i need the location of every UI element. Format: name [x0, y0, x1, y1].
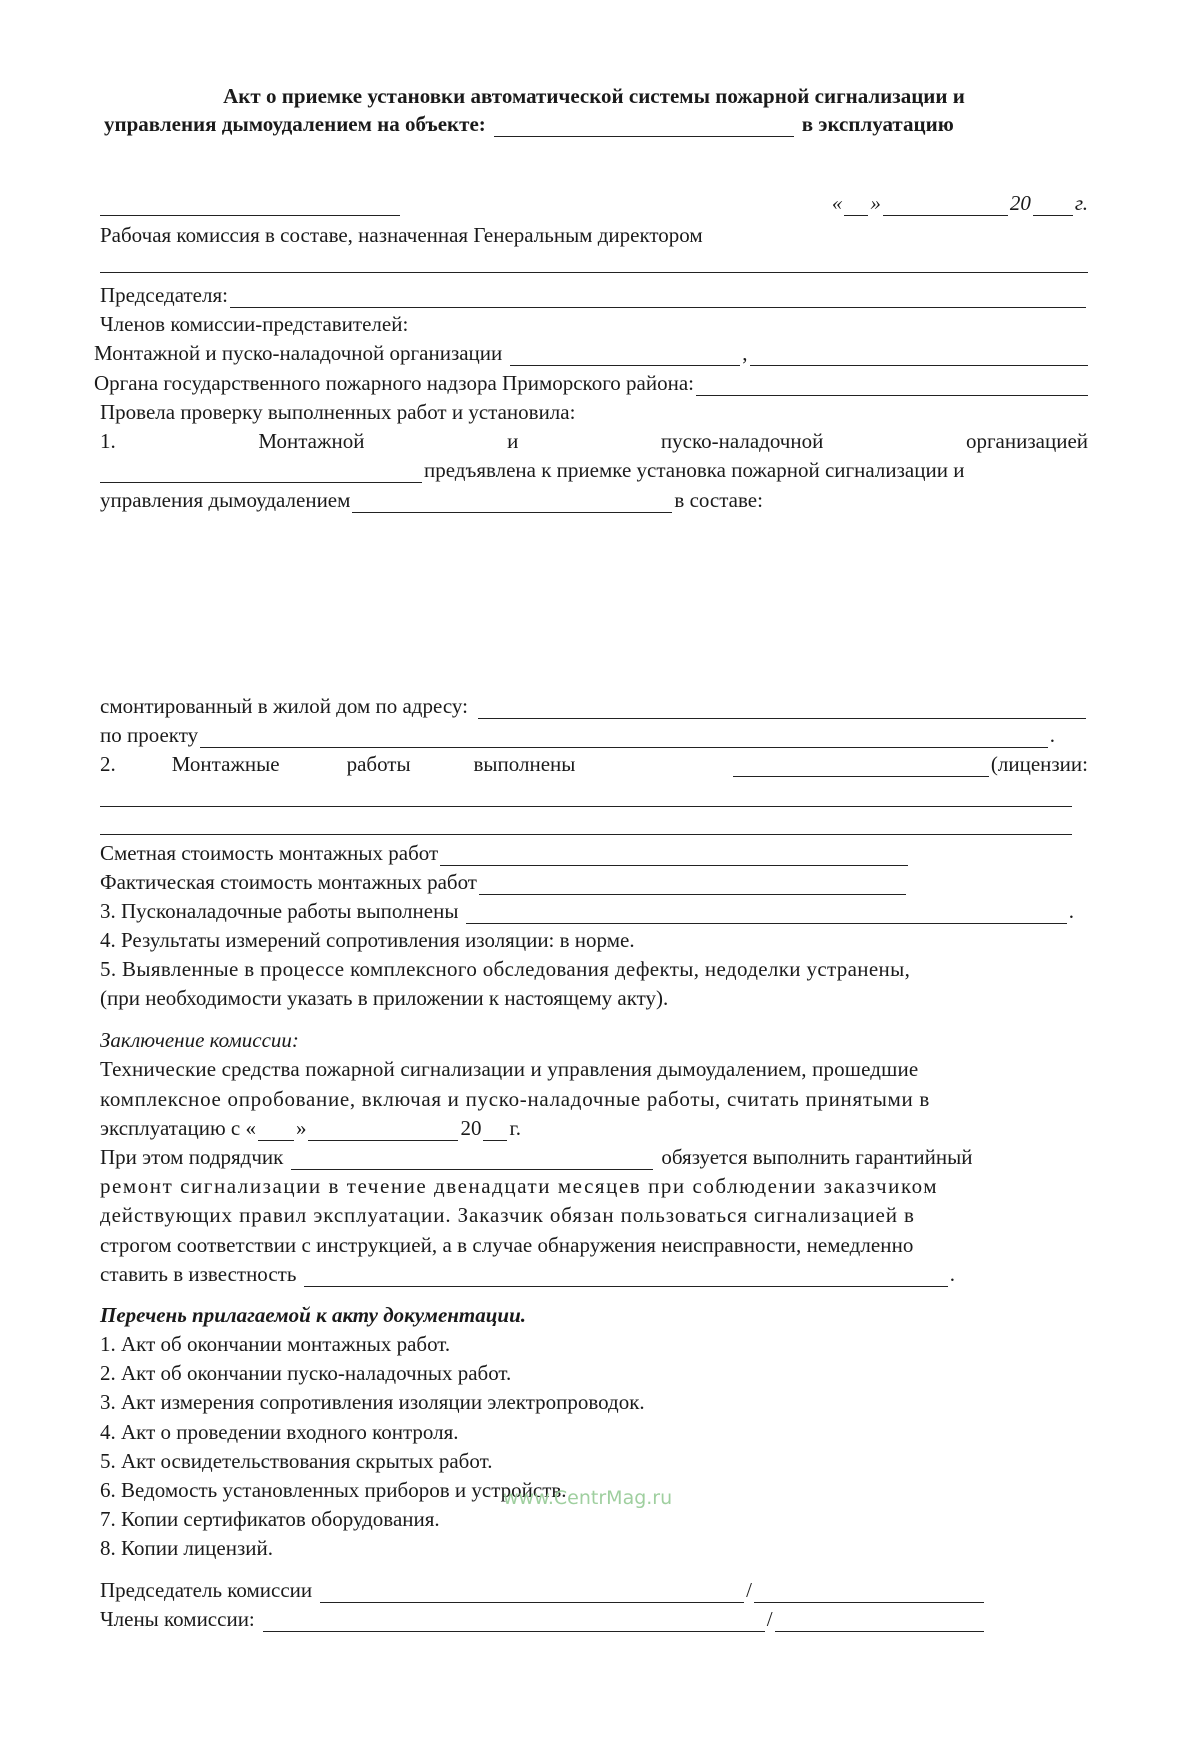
installer-label: Монтажной и пуско-наладочной организации [94, 341, 503, 365]
actual-cost-row [100, 869, 908, 895]
commission-director-field[interactable] [100, 272, 1088, 273]
actual-cost-field[interactable] [479, 874, 906, 895]
document-title-line1: Акт о приемке установки автоматической системы пожарной сигнализации и [223, 84, 965, 108]
item5-line1 [100, 956, 1088, 982]
members-signature-field[interactable] [263, 1611, 765, 1632]
conclusion-heading [100, 1027, 1088, 1053]
watermark: www.CentrMag.ru [503, 1487, 673, 1509]
chairman-row [100, 282, 1088, 308]
conclusion-text: комплексное опробование, включая и пуско-наладочные работы, считать принятыми в [100, 1087, 931, 1111]
item1-word: пуско-наладочной [660, 429, 824, 453]
date-quote-close: » [870, 191, 881, 215]
item2-word: работы [346, 752, 411, 776]
conclusion-text: ремонт сигнализации в течение двенадцати месяцев при соблюдении заказчиком [100, 1174, 939, 1198]
notify-end: . [949, 1262, 955, 1286]
conclusion-line7 [100, 1232, 1088, 1258]
installer-name-field[interactable] [510, 345, 740, 366]
item1-word: Монтажной [258, 429, 365, 453]
item1-organization-field[interactable] [100, 462, 422, 483]
date-year-field[interactable] [1033, 195, 1073, 216]
item3-text: 3. Пусконаладочные работы выполнены [100, 899, 459, 923]
docs-heading-text: Перечень прилагаемой к акту документации. [100, 1303, 527, 1327]
docs-item-text: 6. Ведомость установленных приборов и устройств. [100, 1478, 567, 1502]
project-label: по проекту [100, 723, 199, 747]
chairman-field[interactable] [230, 287, 1086, 308]
acceptance-year-suffix: г. [509, 1116, 521, 1140]
conclusion-text: строгом соответствии с инструкцией, а в случае обнаружения неисправности, немедленно [100, 1233, 914, 1257]
date-month-field[interactable] [883, 195, 1008, 216]
object-name-field[interactable] [494, 116, 794, 137]
docs-item-text: 7. Копии сертификатов оборудования. [100, 1507, 440, 1531]
contractor-row [100, 1144, 1088, 1170]
docs-list-item [100, 1360, 1088, 1386]
project-row [100, 722, 1055, 748]
members-row [100, 311, 1088, 337]
commission-intro-text: Рабочая комиссия в составе, назначенная Генеральным директором [100, 223, 703, 247]
chairman-signature-row [100, 1577, 986, 1603]
conclusion-line2 [100, 1086, 1088, 1112]
members-signature-label: Члены комиссии: [100, 1607, 255, 1631]
item1-line1 [100, 428, 1088, 454]
item5-text-line1: 5. Выявленные в процессе комплексного обследования дефекты, недоделки устранены, [100, 957, 911, 981]
docs-list-item [100, 1331, 1088, 1357]
members-name-field[interactable] [775, 1611, 984, 1632]
docs-list-item [100, 1535, 1088, 1561]
docs-heading [100, 1302, 1088, 1328]
actual-cost-label: Фактическая стоимость монтажных работ [100, 870, 477, 894]
members-label: Членов комиссии-представителей: [100, 312, 409, 336]
acceptance-year-prefix: 20 [460, 1116, 482, 1140]
item1-word: организацией [965, 429, 1088, 453]
members-signature-row [100, 1606, 986, 1632]
project-end: . [1049, 723, 1055, 747]
item5-line2 [100, 985, 1088, 1011]
item2-row [100, 751, 1088, 777]
license-field-line2[interactable] [100, 834, 1072, 835]
acceptance-month-field[interactable] [308, 1120, 458, 1141]
date-year-suffix: г. [1074, 191, 1088, 215]
title-object-label: управления дымоудалением на объекте: [104, 112, 486, 136]
conclusion-line1 [100, 1056, 1088, 1082]
conclusion-heading-text: Заключение комиссии: [100, 1028, 299, 1052]
docs-item-text: 8. Копии лицензий. [100, 1536, 273, 1560]
chairman-label: Председателя: [100, 283, 228, 307]
item1-word: 1. [100, 429, 116, 453]
fire-authority-row [94, 370, 1090, 396]
project-field[interactable] [200, 727, 1048, 748]
installer-extra-field[interactable] [750, 345, 1088, 366]
address-label: смонтированный в жилой дом по адресу: [100, 694, 468, 718]
acceptance-day-field[interactable] [258, 1120, 294, 1141]
item2-contractor-field[interactable] [733, 756, 989, 777]
installer-separator: , [742, 341, 748, 365]
signature-slash: / [766, 1607, 773, 1631]
docs-item-text: 4. Акт о проведении входного контроля. [100, 1420, 459, 1444]
acceptance-date-label: эксплуатацию с « [100, 1116, 256, 1140]
conclusion-line3 [100, 1115, 1088, 1141]
contractor-obligation-text: обязуется выполнить гарантийный [661, 1145, 973, 1169]
docs-item-text: 2. Акт об окончании пуско-наладочных работ. [100, 1361, 512, 1385]
signature-slash: / [746, 1578, 753, 1602]
address-field[interactable] [478, 698, 1086, 719]
item1-line2 [100, 457, 1088, 483]
contractor-label: При этом подрядчик [100, 1145, 284, 1169]
item1-system-field[interactable] [352, 492, 672, 513]
docs-item-text: 1. Акт об окончании монтажных работ. [100, 1332, 451, 1356]
item1-line3 [100, 487, 1088, 513]
item4-row [100, 927, 1088, 953]
chairman-name-field[interactable] [754, 1582, 984, 1603]
item2-word: 2. [100, 752, 116, 776]
item3-end: . [1068, 899, 1074, 923]
item5-text-line2: (при необходимости указать в приложении к настоящему акту). [100, 986, 669, 1010]
docs-list-item [100, 1419, 1088, 1445]
docs-list-item [100, 1389, 1088, 1415]
conclusion-text: Технические средства пожарной сигнализации и управления дымоудалением, прошедшие [100, 1057, 919, 1081]
fire-authority-field[interactable] [696, 375, 1088, 396]
docs-list-item [100, 1506, 1088, 1532]
document-title-line2 [104, 111, 1084, 137]
date-day-field[interactable] [844, 195, 868, 216]
docs-item-text: 5. Акт освидетельствования скрытых работ. [100, 1449, 493, 1473]
estimated-cost-row [100, 840, 910, 866]
notify-field[interactable] [304, 1266, 947, 1287]
conclusion-line5 [100, 1173, 1088, 1199]
acceptance-year-field[interactable] [483, 1120, 507, 1141]
date-row [100, 190, 1088, 216]
commission-intro [100, 222, 1088, 248]
license-field-line1[interactable] [100, 806, 1072, 807]
fire-authority-label: Органа государственного пожарного надзора Приморского района: [94, 371, 694, 395]
date-quote-open: « [831, 191, 843, 215]
docs-list-item [100, 1448, 1088, 1474]
item1-presented-text: предъявлена к приемке установка пожарной сигнализации и [424, 458, 965, 482]
conclusion-line6 [100, 1202, 1088, 1228]
docs-item-text: 3. Акт измерения сопротивления изоляции электропроводок. [100, 1390, 645, 1414]
chairman-signature-field[interactable] [320, 1582, 744, 1603]
item1-smoke-text: управления дымоудалением [100, 488, 351, 512]
item2-license-label: (лицензии: [990, 752, 1088, 776]
verified-row [100, 399, 1088, 425]
conclusion-line8 [100, 1261, 955, 1287]
item2-word: выполнены [473, 752, 576, 776]
conclusion-text: действующих правил эксплуатации. Заказчик обязан пользоваться сигнализацией в [100, 1203, 915, 1227]
item1-composition-text: в составе: [674, 488, 763, 512]
item4-text: 4. Результаты измерений сопротивления изоляции: в норме. [100, 928, 635, 952]
title-operation-label: в эксплуатацию [801, 112, 954, 136]
item3-field[interactable] [466, 903, 1066, 924]
item3-row [100, 898, 1074, 924]
address-row [100, 693, 1088, 719]
contractor-field[interactable] [291, 1149, 653, 1170]
item1-word: и [507, 429, 519, 453]
estimated-cost-label: Сметная стоимость монтажных работ [100, 841, 439, 865]
verified-text: Провела проверку выполненных работ и установила: [100, 400, 576, 424]
installer-row [94, 340, 1090, 366]
notify-label: ставить в известность [100, 1262, 297, 1286]
acceptance-quote-close: » [295, 1116, 307, 1140]
date-year-prefix: 20 [1009, 191, 1031, 215]
estimated-cost-field[interactable] [440, 845, 908, 866]
place-field[interactable] [100, 195, 400, 216]
item2-word: Монтажные [171, 752, 280, 776]
chairman-signature-label: Председатель комиссии [100, 1578, 313, 1602]
